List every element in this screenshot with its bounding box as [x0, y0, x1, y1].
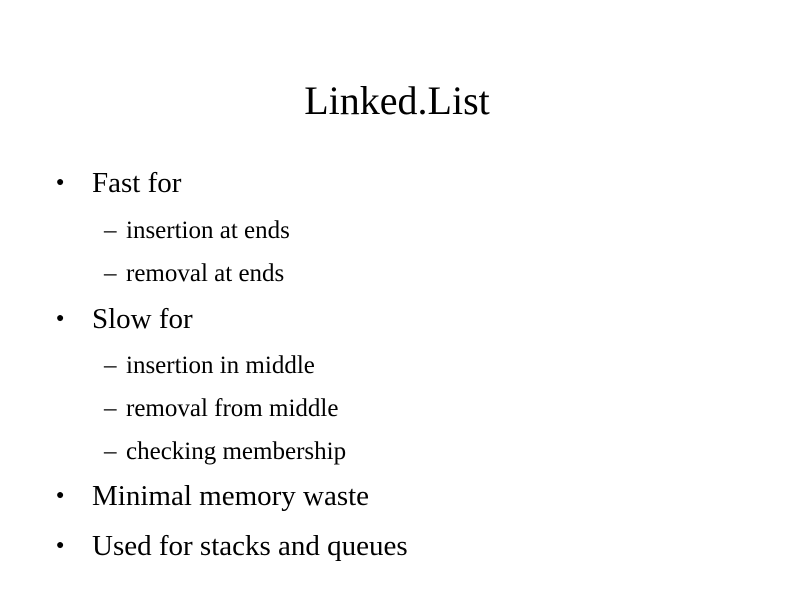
dash-marker: –: [104, 352, 117, 379]
bullet-text: Minimal memory waste: [92, 480, 370, 512]
sub-bullet-text: checking membership: [126, 438, 347, 465]
bullet-text: Slow for: [92, 303, 193, 335]
dash-marker: –: [104, 395, 117, 422]
bullet-item-slow-for: [56, 302, 193, 338]
slide-title: Linked.List: [304, 78, 490, 123]
sub-bullet-item: [104, 259, 284, 289]
bullet-marker: ●: [56, 311, 65, 327]
dash-marker: –: [104, 217, 117, 244]
sub-bullet-text: removal from middle: [126, 395, 339, 422]
sub-bullet-item: [104, 437, 346, 467]
bullet-text: Used for stacks and queues: [92, 530, 408, 562]
sub-bullet-item: [104, 216, 290, 246]
sub-bullet-item: [104, 351, 315, 381]
sub-bullet-text: insertion at ends: [126, 217, 290, 244]
bullet-marker: ●: [56, 488, 65, 504]
bullet-text: Fast for: [92, 167, 182, 199]
sub-bullet-text: removal at ends: [126, 260, 285, 287]
bullet-item-fast-for: [56, 166, 181, 202]
bullet-marker: ●: [56, 538, 65, 554]
bullet-item-minimal-memory-waste: [56, 479, 369, 515]
dash-marker: –: [104, 260, 117, 287]
sub-bullet-item: [104, 394, 338, 424]
dash-marker: –: [104, 438, 117, 465]
bullet-item-used-for-stacks-and-queues: [56, 529, 408, 565]
bullet-marker: ●: [56, 175, 65, 191]
sub-bullet-text: insertion in middle: [126, 352, 315, 379]
